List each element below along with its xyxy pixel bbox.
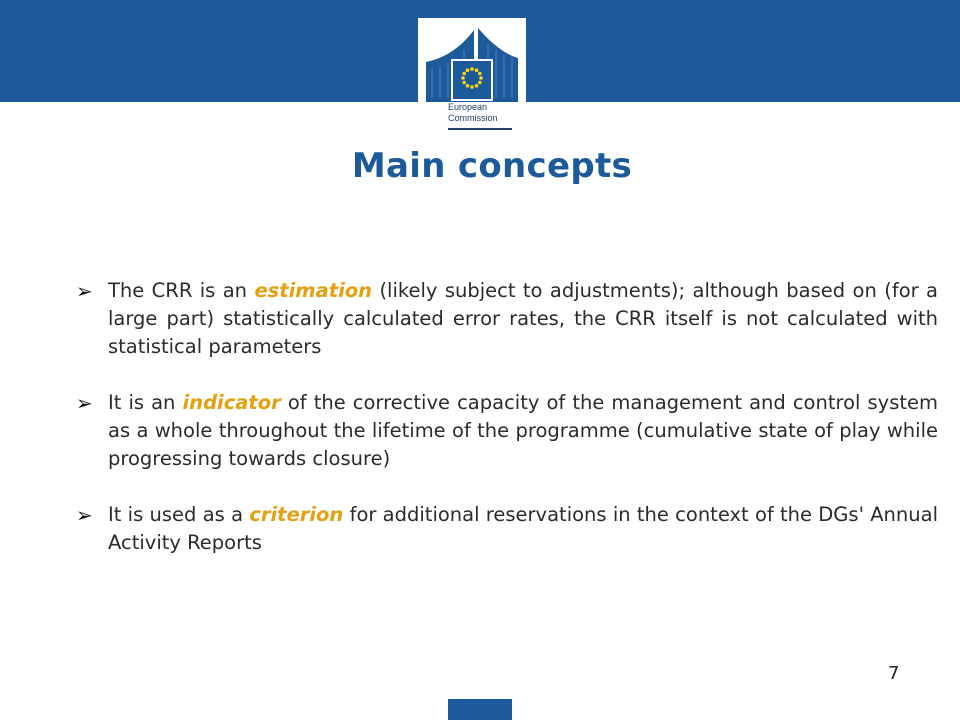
arrow-bullet-icon: ➢ bbox=[76, 279, 93, 303]
bullet-text-after: of the corrective capacity of the management and control system as a whole throughout the lifetime of the programme (cumulative state of play while progressing towards closure) bbox=[108, 391, 938, 470]
arrow-bullet-icon: ➢ bbox=[76, 503, 93, 527]
slide-title: Main concepts bbox=[351, 146, 633, 186]
bullet-list bbox=[74, 277, 938, 585]
footer-tab bbox=[448, 699, 512, 720]
bullet-item bbox=[74, 389, 938, 473]
bullet-emphasis: indicator bbox=[182, 391, 281, 414]
bullet-text-before: The CRR is an bbox=[108, 279, 255, 302]
bullet-text-after: (likely subject to adjustments); although based on (for a large part) statistically calculated error rates, the CRR itself is not calculated with statistical parameters bbox=[108, 279, 938, 358]
bullet-item bbox=[74, 501, 938, 557]
bullet-text-after: for additional reservations in the context of the DGs' Annual Activity Reports bbox=[108, 503, 938, 554]
bullet-emphasis: criterion bbox=[249, 503, 344, 526]
logo-text-line1: European bbox=[448, 102, 488, 112]
arrow-bullet-icon: ➢ bbox=[76, 391, 93, 415]
page-number: 7 bbox=[888, 663, 900, 684]
logo-text bbox=[448, 102, 528, 124]
logo-text-line2: Commission bbox=[448, 113, 498, 123]
bullet-text-before: It is used as a bbox=[108, 503, 250, 526]
bullet-emphasis: estimation bbox=[254, 279, 373, 302]
bullet-text-before: It is an bbox=[108, 391, 183, 414]
logo-underline bbox=[448, 128, 512, 130]
eu-stars bbox=[461, 67, 483, 89]
bullet-item bbox=[74, 277, 938, 361]
